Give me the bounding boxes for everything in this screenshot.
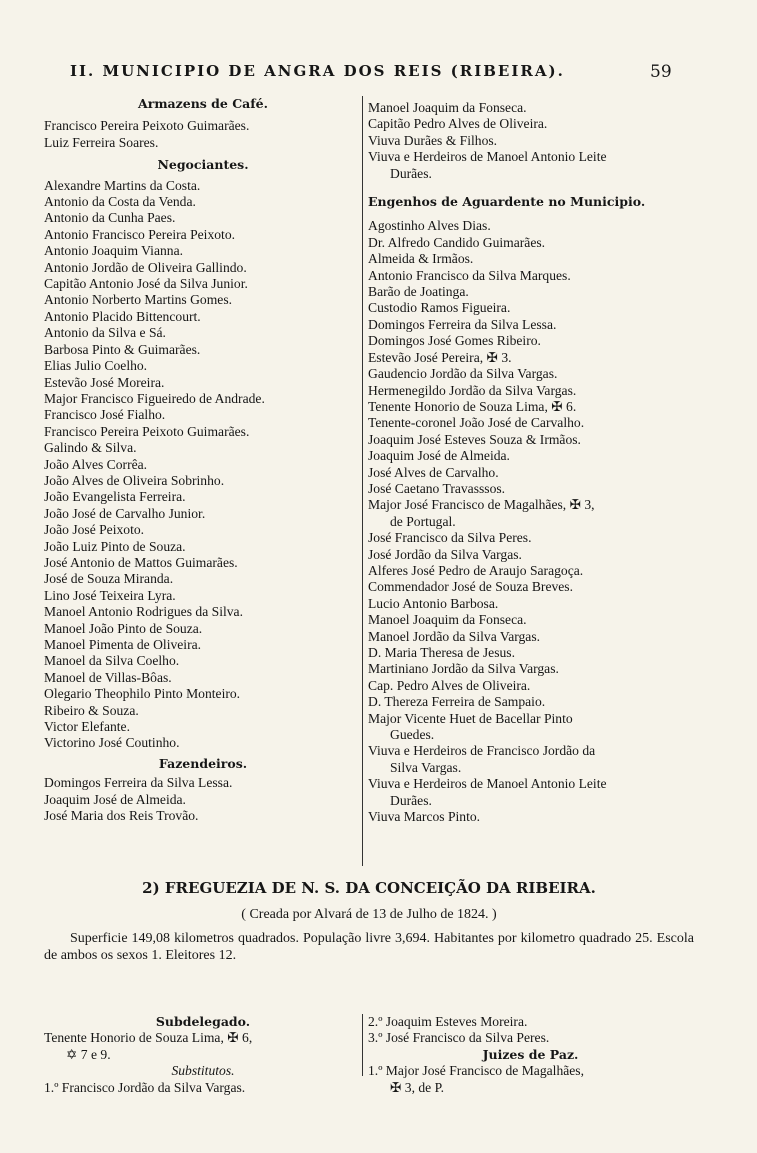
page-number: 59: [650, 62, 672, 82]
engenhos-list: [368, 218, 693, 825]
negociante-item: Alexandre Martins da Costa.: [44, 177, 201, 193]
negociante-item: Galindo & Silva.: [44, 440, 137, 456]
continued-item: Viuva Durães & Filhos.: [368, 132, 498, 148]
negociante-item: João Evangelista Ferreira.: [44, 489, 186, 505]
engenho-item: Custodio Ramos Figueira.: [368, 300, 511, 316]
engenho-item: Alferes José Pedro de Araujo Saragoça.: [368, 562, 584, 578]
negociantes-list: [44, 178, 362, 752]
fazendeiro-item: José Maria dos Reis Trovão.: [44, 808, 199, 824]
section-subtitle: ( Creada por Alvará de 13 de Julho de 1824. ): [241, 907, 497, 922]
negociante-item: Manoel de Villas-Bôas.: [44, 669, 172, 685]
engenho-item: de Portugal.: [390, 513, 456, 529]
substitutos-heading: Substitutos.: [171, 1063, 235, 1079]
fazendeiro-item: Domingos Ferreira da Silva Lessa.: [44, 775, 233, 791]
negociante-item: João José Peixoto.: [44, 522, 145, 538]
juiz-item: 1.º Major José Francisco de Magalhães,: [368, 1063, 584, 1079]
engenho-item: Martiniano Jordão da Silva Vargas.: [368, 661, 559, 677]
negociante-item: Antonio Placido Bittencourt.: [44, 308, 201, 324]
negociante-item: Manoel da Silva Coelho.: [44, 653, 180, 669]
negociante-item: Antonio Francisco Pereira Peixoto.: [44, 226, 236, 242]
negociante-item: Antonio Jordão de Oliveira Gallindo.: [44, 259, 247, 275]
negociante-item: João Alves Corrêa.: [44, 456, 148, 472]
right-column: [368, 100, 693, 825]
negociante-item: Antonio Norberto Martins Gomes.: [44, 292, 233, 308]
engenho-item: Barão de Joatinga.: [368, 284, 469, 300]
negociantes-heading: Negociantes.: [157, 157, 249, 173]
armazens-heading: Armazens de Café.: [138, 96, 268, 111]
bottom-column-divider: [362, 1014, 363, 1076]
negociante-item: José de Souza Miranda.: [44, 571, 174, 587]
engenho-item: Viuva e Herdeiros de Manoel Antonio Leite: [368, 776, 607, 792]
engenho-item: Dr. Alfredo Candido Guimarães.: [368, 234, 546, 250]
continued-item: Capitão Pedro Alves de Oliveira.: [368, 116, 548, 132]
fazendeiro-item: Joaquim José de Almeida.: [44, 791, 186, 807]
negociante-item: João Alves de Oliveira Sobrinho.: [44, 472, 225, 488]
negociante-item: José Antonio de Mattos Guimarães.: [44, 554, 238, 570]
negociante-item: Antonio da Cunha Paes.: [44, 210, 176, 226]
negociante-item: Major Francisco Figueiredo de Andrade.: [44, 390, 265, 406]
engenho-item: Manoel Jordão da Silva Vargas.: [368, 628, 541, 644]
engenho-item: Guedes.: [390, 727, 435, 743]
substituto-item: 3.º José Francisco da Silva Peres.: [368, 1030, 550, 1046]
engenho-item: Antonio Francisco da Silva Marques.: [368, 267, 571, 283]
engenho-item: Viuva e Herdeiros de Francisco Jordão da: [368, 743, 596, 759]
engenho-item: Lucio Antonio Barbosa.: [368, 595, 499, 611]
continued-item: Durães.: [390, 165, 432, 181]
negociante-item: Antonio da Silva e Sá.: [44, 325, 166, 341]
negociante-item: Francisco Pereira Peixoto Guimarães.: [44, 423, 250, 439]
negociante-item: Antonio Joaquim Vianna.: [44, 243, 184, 259]
continued-list: [368, 100, 693, 182]
negociante-item: Olegario Theophilo Pinto Monteiro.: [44, 686, 241, 702]
continued-item: Viuva e Herdeiros de Manoel Antonio Leite: [368, 149, 607, 165]
negociante-item: Barbosa Pinto & Guimarães.: [44, 341, 201, 357]
freguezia-section: [44, 878, 694, 964]
negociante-item: Manoel João Pinto de Souza.: [44, 620, 203, 636]
substituto-item: 2.º Joaquim Esteves Moreira.: [368, 1014, 528, 1029]
negociante-item: Capitão Antonio José da Silva Junior.: [44, 276, 248, 292]
engenho-item: Joaquim José Esteves Souza & Irmãos.: [368, 431, 581, 447]
section-paragraph: Superficie 149,08 kilometros quadrados. População livre 3,694. Habitantes por kilometro quadrado 25. Escola de ambos os sexos 1. Eleitores 12.: [44, 931, 694, 963]
engenhos-heading: Engenhos de Aguardente no Municipio.: [368, 194, 646, 210]
engenho-item: D. Maria Theresa de Jesus.: [368, 645, 515, 660]
engenho-item: Durães.: [390, 792, 432, 808]
subdelegado-block: [44, 1014, 362, 1096]
negociante-item: Lino José Teixeira Lyra.: [44, 587, 176, 603]
negociante-item: Francisco José Fialho.: [44, 407, 166, 423]
juizes-heading: Juizes de Paz.: [482, 1046, 579, 1062]
engenho-item: Estevão José Pereira, ✠ 3.: [368, 349, 512, 365]
negociante-item: Elias Julio Coelho.: [44, 358, 148, 374]
negociante-item: Ribeiro & Souza.: [44, 702, 139, 718]
armazens-list: [44, 118, 362, 151]
engenho-item: José Jordão da Silva Vargas.: [368, 546, 522, 562]
left-column: [44, 96, 362, 824]
armazem-item: Luiz Ferreira Soares.: [44, 134, 159, 150]
engenho-item: Commendador José de Souza Breves.: [368, 579, 573, 595]
engenho-item: Tenente Honorio de Souza Lima, ✠ 6.: [368, 398, 577, 414]
engenho-item: Major Vicente Huet de Bacellar Pinto: [368, 710, 573, 726]
engenho-item: Major José Francisco de Magalhães, ✠ 3,: [368, 497, 595, 513]
juizes-block: [368, 1014, 693, 1096]
negociante-item: Estevão José Moreira.: [44, 374, 165, 390]
negociante-item: Manoel Antonio Rodrigues da Silva.: [44, 604, 243, 620]
engenho-item: Agostinho Alves Dias.: [368, 218, 491, 234]
continued-item: Manoel Joaquim da Fonseca.: [368, 100, 527, 115]
juiz-item: ✠ 3, de P.: [390, 1079, 445, 1095]
engenho-item: José Caetano Travasssos.: [368, 480, 506, 496]
subdelegado-line: Tenente Honorio de Souza Lima, ✠ 6,: [44, 1030, 253, 1046]
fazendeiros-list: [44, 775, 362, 824]
section-title: 2) FREGUEZIA DE N. S. DA CONCEIÇÃO DA RIBEIRA.: [142, 879, 596, 897]
engenho-item: José Francisco da Silva Peres.: [368, 530, 532, 546]
fazendeiros-heading: Fazendeiros.: [158, 755, 248, 771]
engenho-item: Joaquim José de Almeida.: [368, 448, 510, 464]
running-head: II. MUNICIPIO DE ANGRA DOS REIS (RIBEIRA).: [70, 62, 565, 80]
engenho-item: Gaudencio Jordão da Silva Vargas.: [368, 366, 558, 382]
engenho-item: Hermenegildo Jordão da Silva Vargas.: [368, 382, 577, 398]
engenho-item: Tenente-coronel João José de Carvalho.: [368, 415, 585, 431]
engenho-item: Silva Vargas.: [390, 759, 462, 775]
negociante-item: Antonio da Costa da Venda.: [44, 194, 196, 210]
engenho-item: José Alves de Carvalho.: [368, 464, 499, 480]
engenho-item: Domingos Ferreira da Silva Lessa.: [368, 316, 557, 332]
substituto-item: 1.º Francisco Jordão da Silva Vargas.: [44, 1079, 246, 1095]
subdelegado-heading: Subdelegado.: [155, 1014, 251, 1029]
column-divider: [362, 96, 363, 866]
negociante-item: Victorino José Coutinho.: [44, 735, 180, 751]
engenho-item: Manoel Joaquim da Fonseca.: [368, 612, 527, 628]
subdelegado-line: ✡ 7 e 9.: [66, 1046, 111, 1062]
negociante-item: João Luiz Pinto de Souza.: [44, 538, 186, 554]
engenho-item: Almeida & Irmãos.: [368, 251, 474, 267]
negociante-item: Victor Elefante.: [44, 719, 130, 735]
engenho-item: Viuva Marcos Pinto.: [368, 809, 481, 825]
negociante-item: Manoel Pimenta de Oliveira.: [44, 637, 202, 652]
engenho-item: Domingos José Gomes Ribeiro.: [368, 333, 541, 349]
armazem-item: Francisco Pereira Peixoto Guimarães.: [44, 118, 250, 134]
engenho-item: D. Thereza Ferreira de Sampaio.: [368, 694, 546, 710]
engenho-item: Cap. Pedro Alves de Oliveira.: [368, 677, 531, 693]
negociante-item: João José de Carvalho Junior.: [44, 505, 206, 521]
